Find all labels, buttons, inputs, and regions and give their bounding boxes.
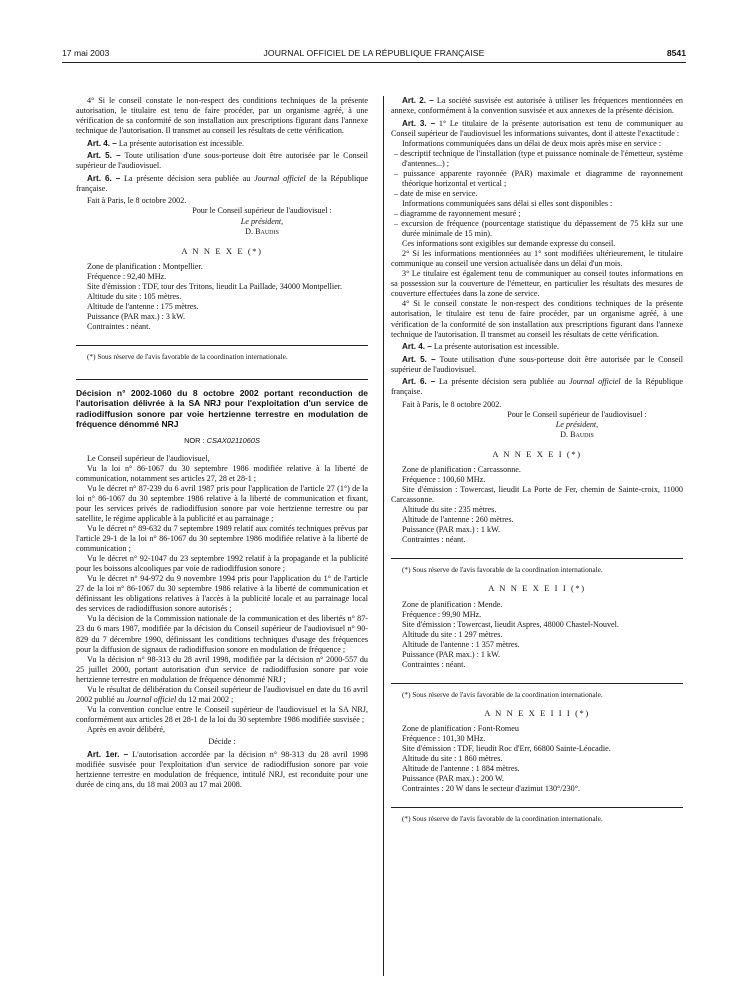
left-column xyxy=(76,96,368,790)
visa xyxy=(76,685,368,705)
page-number: 8541 xyxy=(666,48,686,58)
annex-line: Altitude du site : 1 297 mètres. xyxy=(402,629,503,639)
visa: Vu le décret n° 94-972 du 9 novembre 1994 pris pour l'application du 1° de l'article 27 de la loi n° 86-1067 du 30 septembre 1986 relative à la liberté de communication et définissant les obligations relatives à l'accès à la publicité locale et au parrainage local des services de radiodiffusion sonore autorisés ; xyxy=(76,574,368,614)
journal-title: JOURNAL OFFICIEL DE LA RÉPUBLIQUE FRANÇAISE xyxy=(263,48,485,58)
annex-line: Zone de planification : Montpellier. xyxy=(87,261,203,271)
article-label: Art. 2. – xyxy=(402,96,434,105)
annex-line: Contraintes : néant. xyxy=(402,659,466,669)
article-text: Toute utilisation d'une sous-porteuse doit être autorisée par le Conseil supérieur de l'audiovisuel. xyxy=(391,354,683,374)
annex-line: Contraintes : 20 W dans le secteur d'azimut 130°/230°. xyxy=(402,784,581,794)
deliberation: Après en avoir délibéré, xyxy=(87,724,166,734)
article-5 xyxy=(76,151,368,171)
annex-1-details xyxy=(391,465,683,545)
signature-role: Le président, xyxy=(555,419,599,429)
paragraph: 4° Si le conseil constate le non-respect des conditions techniques de la présente autorisation, le titulaire est tenu de faire procéder, par un organisme agréé, à une vérification de la conformité de son installation aux prescriptions figurant dans l'annexe technique de l'autorisation. Il transmet au conseil les résultats de cette vérification. xyxy=(391,299,683,339)
annex-line: Site d'émission : Towercast, lieudit La Porte de Fer, chemin de Sainte-croix, 11000 Carcassonne. xyxy=(391,485,683,505)
column-divider xyxy=(383,96,384,976)
signature-name: D. Baudis xyxy=(245,226,279,236)
article-label: Art. 6. – xyxy=(87,173,121,183)
annex-line: Altitude de l'antenne : 1 357 mètres. xyxy=(402,639,520,649)
annex-2-footnote: (*) Sous réserve de l'avis favorable de la coordination internationale. xyxy=(391,683,683,699)
list-item: – diagramme de rayonnement mesuré ; xyxy=(394,209,521,219)
article-text: La présente autorisation est incessible. xyxy=(116,138,245,148)
visa: Vu le décret n° 87-239 du 6 avril 1987 pris pour l'application de l'article 27 (1°) de la loi n° 86-1067 du 30 septembre 1986 relative à la liberté de communication et fixant, pour les services privés de radiodiffusion sonore par voie hertzienne terrestre ou par satellite, le régime applicable à la publicité et au parrainage ; xyxy=(76,483,368,523)
annex-line: Zone de planification : Mende. xyxy=(402,599,503,609)
signature-for: Pour le Conseil supérieur de l'audiovisuel : xyxy=(192,206,332,216)
visa-text: du 12 mai 2002 ; xyxy=(176,694,234,704)
annex-line: Altitude du site : 1 860 mètres. xyxy=(402,754,503,764)
annex-1-title: A N N E X E I (*) xyxy=(492,449,582,460)
article-label: Art. 4. – xyxy=(402,342,432,352)
visa-text: Vu le résultat de délibération du Conseil supérieur de l'audiovisuel en date du 16 avril 2002 publié au xyxy=(76,684,368,704)
article-6 xyxy=(76,174,368,194)
nor-label: NOR : xyxy=(184,435,207,445)
annex-details xyxy=(76,262,368,332)
paragraph: 3° Le titulaire est également tenu de communiquer au conseil toutes informations en sa possession sur la couverture de l'émetteur, en particulier les résultats des mesures de couverture effectuées dans la zone de service. xyxy=(391,269,683,299)
nor-reference xyxy=(76,436,368,446)
annex-line: Puissance (PAR max.) : 1 kW. xyxy=(402,649,501,659)
decide: Décide : xyxy=(208,737,236,747)
article-text: de la République française. xyxy=(76,173,368,193)
decision-title: Décision n° 2002-1060 du 8 octobre 2002 portant reconduction de l'autorisation délivrée à la SA NRJ pour l'exploitation d'un service de radiodiffusion sonore par voie hertzienne terrestre en modulation de fréquence dénommé NRJ xyxy=(76,379,368,430)
annex-3-details xyxy=(391,724,683,794)
visa: Vu la décision de la Commission nationale de la communication et des libertés n° 87-23 du 6 mars 1987, modifiée par la décision du Conseil supérieur de l'audiovisuel n° 90-829 du 7 décembre 1990, définissant les conditions techniques d'usage des fréquences pour la diffusion de signaux de radiodiffusion sonore en modulation de fréquence ; xyxy=(76,614,368,654)
article-text: La présente décision sera publiée au xyxy=(435,377,570,387)
article-3 xyxy=(391,119,683,139)
nor-code: CSAX0211060S xyxy=(206,435,260,445)
annex-line: Site d'émission : TDF, tour des Tritons, lieudit La Paillade, 34000 Montpellier. xyxy=(87,281,343,291)
fait-a-paris: Fait à Paris, le 8 octobre 2002. xyxy=(402,399,502,409)
annex-line: Zone de planification : Carcassonne. xyxy=(402,465,521,475)
annex-line: Site d'émission : Towercast, lieudit Aspres, 48000 Chastel-Nouvel. xyxy=(402,619,619,629)
article-text: Toute utilisation d'une sous-porteuse doit être autorisée par le Conseil supérieur de l'audiovisuel. xyxy=(76,151,368,171)
annex-3-footnote: (*) Sous réserve de l'avis favorable de la coordination internationale. xyxy=(391,807,683,823)
journal-name: Journal officiel xyxy=(126,694,177,704)
article-2 xyxy=(391,96,683,116)
signature-role: Le président, xyxy=(240,216,284,226)
article-label: Art. 4. – xyxy=(87,138,117,148)
visa: Vu la convention conclue entre le Conseil supérieur de l'audiovisuel et la SA NRJ, conformément aux articles 28 et 28-1 de la loi du 30 septembre 1986 modifiée susvisée ; xyxy=(76,704,368,724)
article-text: de la République française. xyxy=(391,377,683,397)
annex-line: Altitude du site : 235 mètres. xyxy=(402,505,497,515)
article-label: Art. 3. – xyxy=(402,118,436,128)
paragraph: Informations communiquées dans un délai de deux mois après mise en service : xyxy=(402,138,662,148)
visa: Vu la loi n° 86-1067 du 30 septembre 1986 modifiée relative à la liberté de communication, notamment ses articles 27, 28 et 28-1 ; xyxy=(76,463,368,483)
page-header xyxy=(62,48,686,62)
article-text: La présente autorisation est incessible. xyxy=(431,342,560,352)
annex-line: Zone de planification : Font-Romeu xyxy=(402,723,519,733)
annex-line: Altitude de l'antenne : 260 mètres. xyxy=(402,515,514,525)
list-item: – puissance apparente rayonnée (PAR) maximale et diagramme de rayonnement théorique horizontal et vertical ; xyxy=(394,168,683,188)
article-4 xyxy=(76,139,368,149)
paragraph: Ces informations sont exigibles sur demande expresse du conseil. xyxy=(402,239,616,249)
journal-name: Journal officiel xyxy=(254,173,306,183)
annex-line: Puissance (PAR max.) : 200 W. xyxy=(402,774,504,784)
right-column xyxy=(391,96,683,823)
annex-line: Site d'émission : TDF, lieudit Roc d'Err, 66800 Sainte-Léocadie. xyxy=(402,743,611,753)
annex-line: Fréquence : 100,60 MHz. xyxy=(402,475,486,485)
annex-footnote: (*) Sous réserve de l'avis favorable de la coordination internationale. xyxy=(76,345,368,361)
article-label: Art. 5. – xyxy=(87,151,121,161)
paragraph: 4° Si le conseil constate le non-respect des conditions techniques de la présente autorisation, le titulaire est tenu de faire procéder, par un organisme agréé, à une vérification de sa conformité de son installation aux prescriptions figurant dans l'annexe technique de l'autorisation. Il transmet au conseil les résultats de cette vérification. xyxy=(76,96,368,136)
visa: Vu le décret n° 89-632 du 7 septembre 1989 relatif aux comités techniques prévus par l'article 29-1 de la loi n° 86-1067 du 30 septembre 1986 modifiée relative à la liberté de communication ; xyxy=(76,523,368,554)
annex-line: Altitude de l'antenne : 175 mètres. xyxy=(87,301,199,311)
article-text: 1° Le titulaire de la présente autorisation est tenu de communiquer au Conseil supérieur de l'audiovisuel les informations suivantes, dont il atteste l'exactitude : xyxy=(391,118,683,138)
article-text: La présente décision sera publiée au xyxy=(120,173,255,183)
article-text: La société susvisée est autorisée à utiliser les fréquences mentionnées en annexe, conformément à la convention susvisée et aux annexes de la présente décision. xyxy=(391,96,683,116)
annex-2-details xyxy=(391,600,683,670)
visa: Vu le décret n° 92-1047 du 23 septembre 1992 relatif à la propagande et la publicité pour les boissons alcooliques par voie de radiodiffusion sonore ; xyxy=(76,554,368,574)
annex-line: Fréquence : 99,90 MHz. xyxy=(402,609,482,619)
article-5 xyxy=(391,355,683,375)
annex-line: Fréquence : 92,40 MHz. xyxy=(87,271,167,281)
journal-name: Journal officiel xyxy=(569,377,621,387)
article-6 xyxy=(391,377,683,397)
annex-line: Altitude du site : 105 mètres. xyxy=(87,291,182,301)
annex-line: Contraintes : néant. xyxy=(87,321,151,331)
issue-date: 17 mai 2003 xyxy=(62,48,110,58)
fait-a-paris: Fait à Paris, le 8 octobre 2002. xyxy=(87,196,187,206)
annex-line: Fréquence : 101,30 MHz. xyxy=(402,733,486,743)
annex-line: Contraintes : néant. xyxy=(402,535,466,545)
annex-1-footnote: (*) Sous réserve de l'avis favorable de la coordination internationale. xyxy=(391,558,683,574)
paragraph: 2° Si les informations mentionnées au 1° sont modifiées ultérieurement, le titulaire communique au conseil une version actualisée dans un délai d'un mois. xyxy=(391,249,683,269)
article-label: Art. 5. – xyxy=(402,354,436,364)
annex-title: A N N E X E (*) xyxy=(181,245,263,256)
annex-3-title: A N N E X E I I I (*) xyxy=(484,707,590,718)
annex-line: Altitude de l'antenne : 1 884 mètres. xyxy=(402,764,520,774)
visa: Vu la décision n° 98-313 du 28 avril 1998, modifiée par la décision n° 2000-557 du 25 juillet 2000, portant autorisation d'un service de radiodiffusion sonore par voie hertzienne terrestre en modulation de fréquence dénommé NRJ ; xyxy=(76,654,368,684)
list-item: – descriptif technique de l'installation (type et puissance nominale de l'émetteur, système d'antennes...) ; xyxy=(394,148,683,168)
annex-line: Puissance (PAR max.) : 3 kW. xyxy=(87,311,186,321)
article-4 xyxy=(391,342,683,352)
list-item: – excursion de fréquence (pourcentage statistique du dépassement de 75 kHz sur une durée minimale de 15 min). xyxy=(394,219,683,239)
article-label: Art. 6. – xyxy=(402,377,436,387)
list-item: – date de mise en service. xyxy=(394,188,478,198)
visa: Le Conseil supérieur de l'audiovisuel, xyxy=(87,453,210,463)
header-rule xyxy=(62,62,686,63)
article-text: L'autorisation accordée par la décision n° 98-313 du 28 avril 1998 modifiée susvisée pour l'exploitation d'un service de radiodiffusion sonore par voie hertzienne terrestre en modulation de fréquence, intitulé NRJ, est reconduite pour une durée de cinq ans, du 18 mai 2003 au 17 mai 2008. xyxy=(76,750,368,790)
article-1 xyxy=(76,750,368,790)
signature-for: Pour le Conseil supérieur de l'audiovisuel : xyxy=(507,409,647,419)
signature-name: D. Baudis xyxy=(560,430,594,439)
paragraph: Informations communiquées sans délai si elles sont disponibles : xyxy=(402,198,613,208)
article-label: Art. 1er. – xyxy=(87,750,129,760)
annex-2-title: A N N E X E I I (*) xyxy=(488,583,586,594)
annex-line: Puissance (PAR max.) : 1 kW. xyxy=(402,525,501,535)
